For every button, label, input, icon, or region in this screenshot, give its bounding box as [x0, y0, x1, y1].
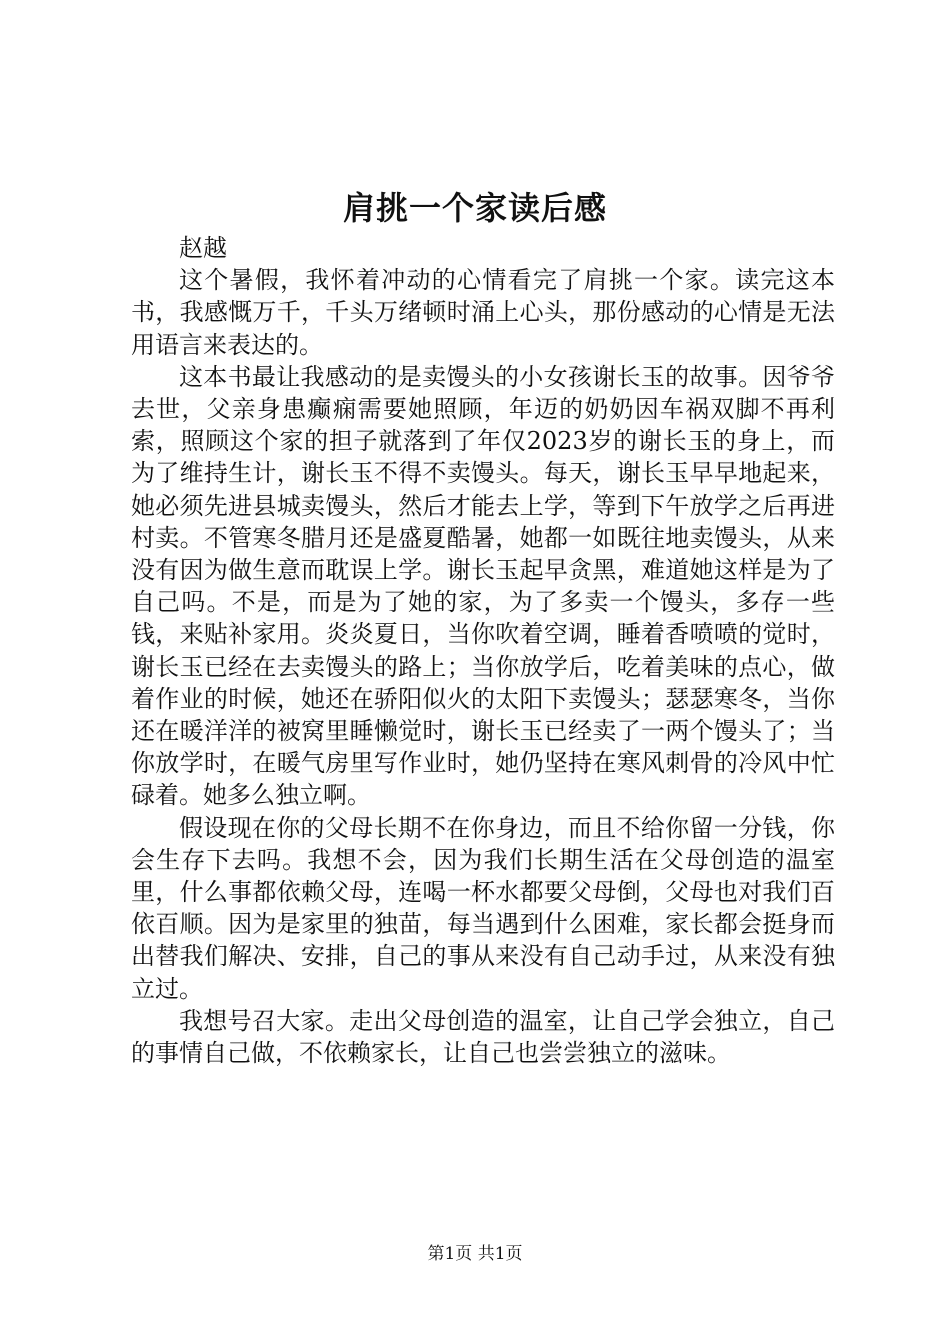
document-body: [131, 232, 835, 1069]
paragraph-4: 我想号召大家。走出父母创造的温室，让自己学会独立，自己的事情自己做，不依赖家长，让自己也尝尝独立的滋味。: [131, 1006, 835, 1068]
paragraph-2: 这本书最让我感动的是卖馒头的小女孩谢长玉的故事。因爷爷去世，父亲身患癫痫需要她照顾，年迈的奶奶因车祸双脚不再利索，照顾这个家的担子就落到了年仅2023岁的谢长玉的身上，而为了维持生计，谢长玉不得不卖馒头。每天，谢长玉早早地起来，她必须先进县城卖馒头，然后才能去上学，等到下午放学之后再进村卖。不管寒冬腊月还是盛夏酷暑，她都一如既往地卖馒头，从来没有因为做生意而耽误上学。谢长玉起早贪黑，难道她这样是为了自己吗。不是，而是为了她的家，为了多卖一个馒头，多存一些钱，来贴补家用。炎炎夏日，当你吹着空调，睡着香喷喷的觉时，谢长玉已经在去卖馒头的路上；当你放学后，吃着美味的点心，做着作业的时候，她还在骄阳似火的太阳下卖馒头；瑟瑟寒冬，当你还在暖洋洋的被窝里睡懒觉时，谢长玉已经卖了一两个馒头了；当你放学时，在暖气房里写作业时，她仍坚持在寒风刺骨的冷风中忙碌着。她多么独立啊。: [131, 362, 835, 810]
paragraph-3: 假设现在你的父母长期不在你身边，而且不给你留一分钱，你会生存下去吗。我想不会，因为我们长期生活在父母创造的温室里，什么事都依赖父母，连喝一杯水都要父母倒，父母也对我们百依百顺。因为是家里的独苗，每当遇到什么困难，家长都会挺身而出替我们解决、安排，自己的事从来没有自己动手过，从来没有独立过。: [131, 813, 835, 1003]
paragraph-1: 这个暑假，我怀着冲动的心情看完了肩挑一个家。读完这本书，我感慨万千，千头万绪顿时涌上心头，那份感动的心情是无法用语言来表达的。: [131, 266, 835, 359]
document-title: 肩挑一个家读后感: [342, 189, 607, 227]
author-line: 赵越: [179, 234, 227, 262]
page-footer: 第1页 共1页: [427, 1244, 523, 1264]
